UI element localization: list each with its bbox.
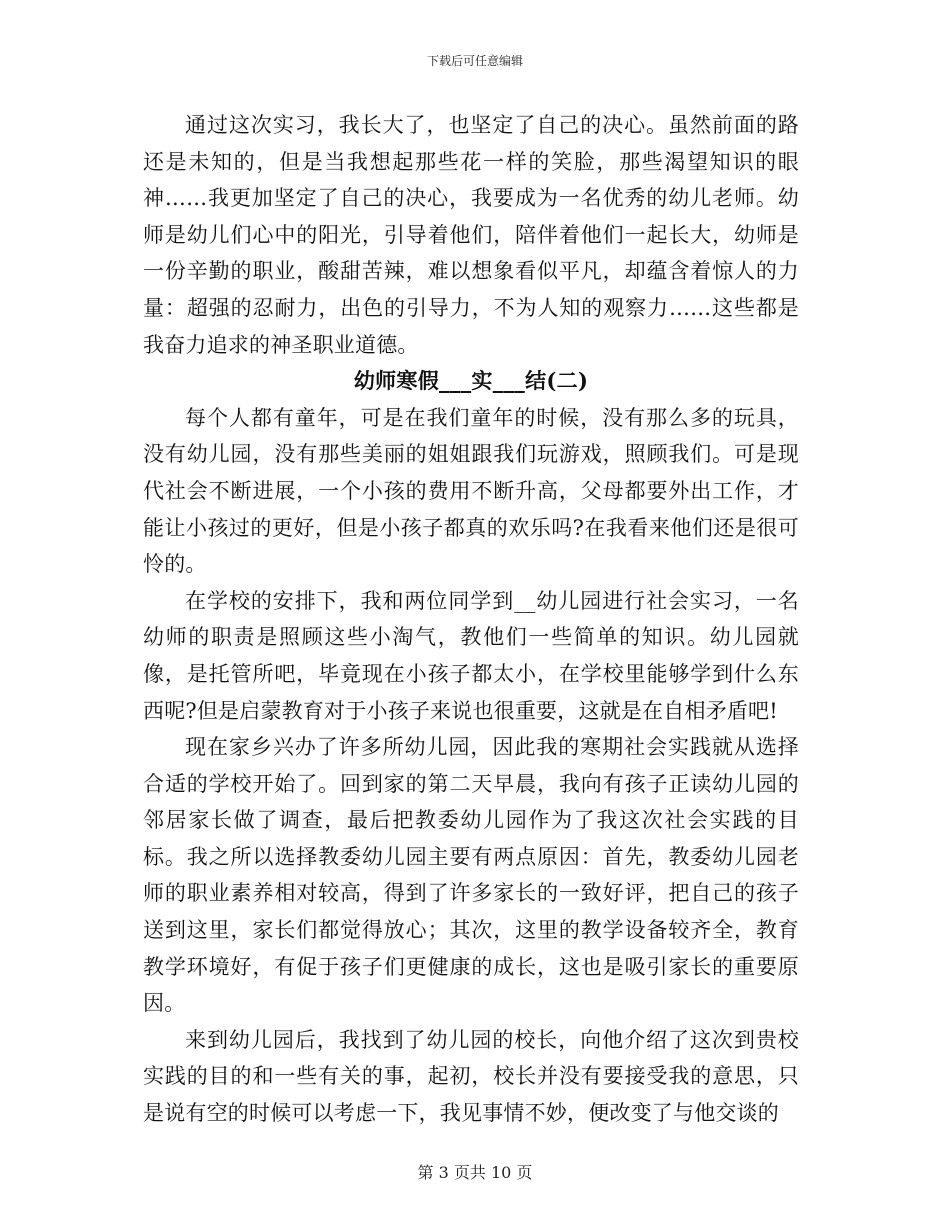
document-body <box>143 107 799 1132</box>
page-header: 下载后可任意编辑 <box>426 54 523 68</box>
paragraph-meeting-principal: 来到幼儿园后，我找到了幼儿园的校长，向他介绍了这次到贵校实践的目的和一些有关的事，起初，校长并没有要接受我的意思，只是说有空的时候可以考虑一下，我见事情不妙，便改变了与他交谈的 <box>143 1027 799 1126</box>
paragraph-childhood: 每个人都有童年，可是在我们童年的时候，没有那么多的玩具，没有幼儿园，没有那些美丽的姐姐跟我们玩游戏，照顾我们。可是现代社会不断进展，一个小孩的费用不断升高，父母都要外出工作，才能让小孩过的更好，但是小孩子都真的欢乐吗?在我看来他们还是很可怜的。 <box>143 405 799 577</box>
paragraph-conclusion: 通过这次实习，我长大了，也坚定了自己的决心。虽然前面的路还是未知的，但是当我想起那些花一样的笑脸，那些渴望知识的眼神……我更加坚定了自己的决心，我要成为一名优秀的幼儿老师。幼师是幼儿们心中的阳光，引导着他们，陪伴着他们一起长大，幼师是一份辛勤的职业，酸甜苦辣，难以想象看似平凡，却蕴含着惊人的力量：超强的忍耐力，出色的引导力，不为人知的观察力……这些都是我奋力追求的神圣职业道德。 <box>143 113 799 357</box>
paragraph-school-selection: 现在家乡兴办了许多所幼儿园，因此我的寒期社会实践就从选择合适的学校开始了。回到家的第二天早晨，我向有孩子正读幼儿园的邻居家长做了调查，最后把教委幼儿园作为了我这次社会实践的目标。我之所以选择教委幼儿园主要有两点原因：首先，教委幼儿园老师的职业素养相对较高，得到了许多家长的一致好评，把自己的孩子送到这里，家长们都觉得放心；其次，这里的教学设备较齐全，教育教学环境好，有促于孩子们更健康的成长，这也是吸引家长的重要原因。 <box>143 735 799 1016</box>
paragraph-internship-arrangement: 在学校的安排下，我和两位同学到__幼儿园进行社会实习，一名幼师的职责是照顾这些小淘气，教他们一些简单的知识。幼儿园就像，是托管所吧，毕竟现在小孩子都太小，在学校里能够学到什么东西呢?但是启蒙教育对于小孩子来说也很重要，这就是在自相矛盾吧! <box>143 588 799 723</box>
section-title: 幼师寒假___实___结(二) <box>353 368 589 394</box>
page-footer: 第 3 页共 10 页 <box>417 1163 533 1182</box>
